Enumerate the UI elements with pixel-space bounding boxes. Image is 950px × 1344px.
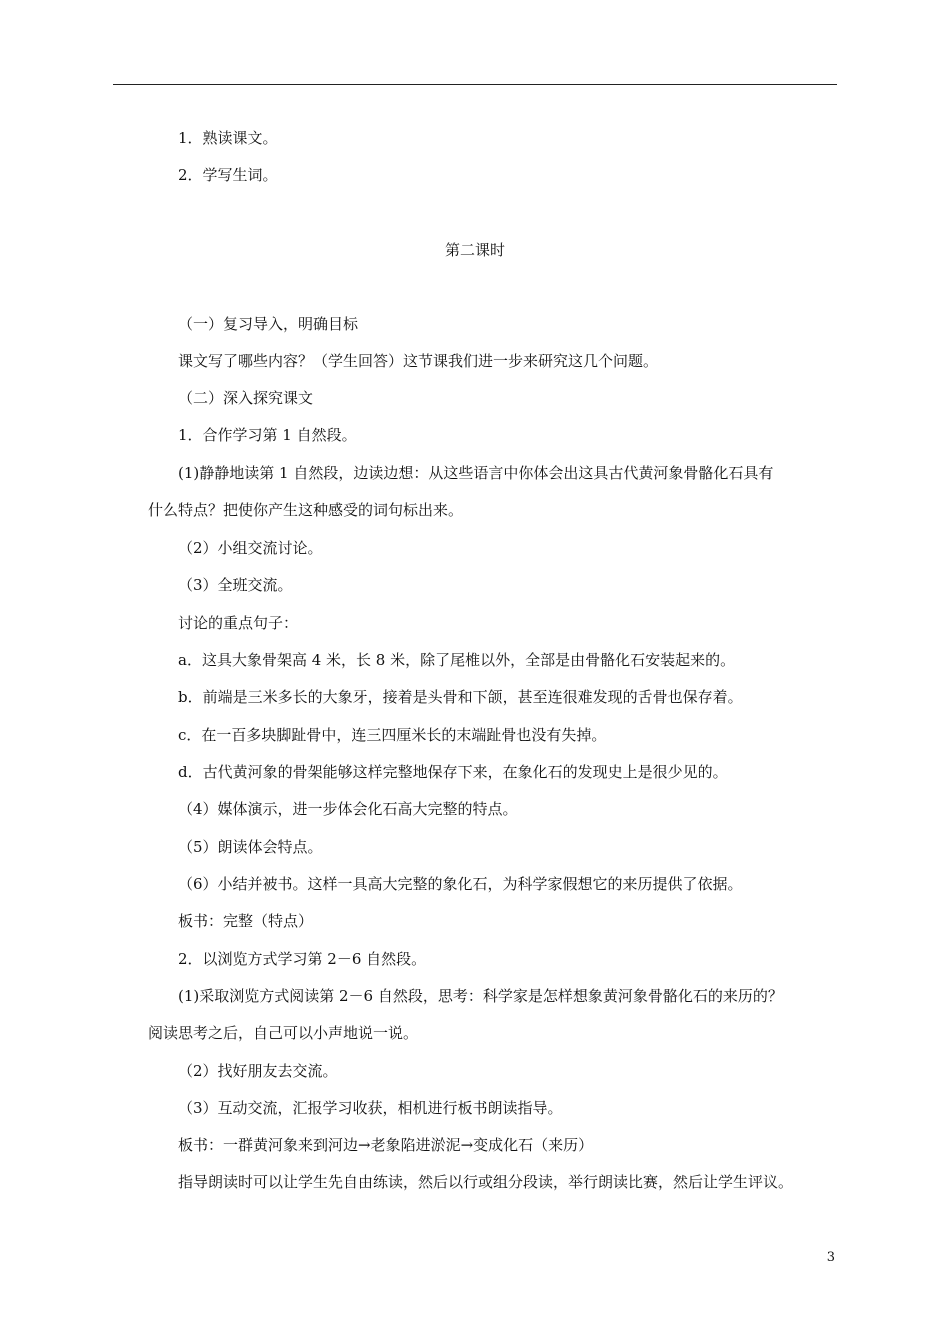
paragraph: 板书：完整（特点） [178, 912, 314, 930]
list-item: （2）小组交流讨论。 [178, 539, 323, 557]
paragraph-continuation: 什么特点？把使你产生这种感受的词句标出来。 [148, 501, 464, 519]
header-rule [113, 84, 837, 85]
list-item: （3）互动交流，汇报学习收获，相机进行板书朗读指导。 [178, 1099, 563, 1117]
section-heading: （一）复习导入，明确目标 [178, 315, 359, 333]
paragraph: 课文写了哪些内容？（学生回答）这节课我们进一步来研究这几个问题。 [178, 352, 659, 370]
page-number: 3 [826, 1250, 835, 1265]
list-item: （5）朗读体会特点。 [178, 838, 323, 856]
paragraph: 板书：一群黄河象来到河边→老象陷进淤泥→变成化石（来历） [178, 1136, 594, 1154]
list-item: 1．合作学习第 1 自然段。 [178, 426, 357, 444]
list-item: 2．学写生词。 [178, 166, 278, 184]
section-title: 第二课时 [444, 241, 505, 259]
list-item: （3）全班交流。 [178, 576, 293, 594]
section-heading: （二）深入探究课文 [178, 389, 314, 407]
paragraph: (1)采取浏览方式阅读第 2－6 自然段，思考：科学家是怎样想象黄河象骨骼化石的来历的？ [178, 987, 783, 1005]
list-item: b．前端是三米多长的大象牙，接着是头骨和下颌，甚至连很难发现的舌骨也保存着。 [178, 688, 743, 706]
list-item: （6）小结并被书。这样一具高大完整的象化石，为科学家假想它的来历提供了依据。 [178, 875, 743, 893]
list-item: c．在一百多块脚趾骨中，连三四厘米长的末端趾骨也没有失掉。 [178, 726, 607, 744]
list-item: 2．以浏览方式学习第 2－6 自然段。 [178, 950, 427, 968]
paragraph: 指导朗读时可以让学生先自由练读，然后以行或组分段读，举行朗读比赛，然后让学生评议。 [178, 1173, 794, 1191]
paragraph: (1)静静地读第 1 自然段，边读边想：从这些语言中你体会出这具古代黄河象骨骼化石具有 [178, 464, 774, 482]
list-item: a．这具大象骨架高 4 米，长 8 米，除了尾椎以外，全部是由骨骼化石安装起来的。 [178, 651, 736, 669]
list-item: （4）媒体演示，进一步体会化石高大完整的特点。 [178, 800, 518, 818]
paragraph-continuation: 阅读思考之后，自己可以小声地说一说。 [148, 1024, 419, 1042]
list-item: 1．熟读课文。 [178, 129, 278, 147]
list-item: （2）找好朋友去交流。 [178, 1062, 338, 1080]
paragraph: 讨论的重点句子： [178, 614, 299, 632]
list-item: d．古代黄河象的骨架能够这样完整地保存下来，在象化石的发现史上是很少见的。 [178, 763, 728, 781]
